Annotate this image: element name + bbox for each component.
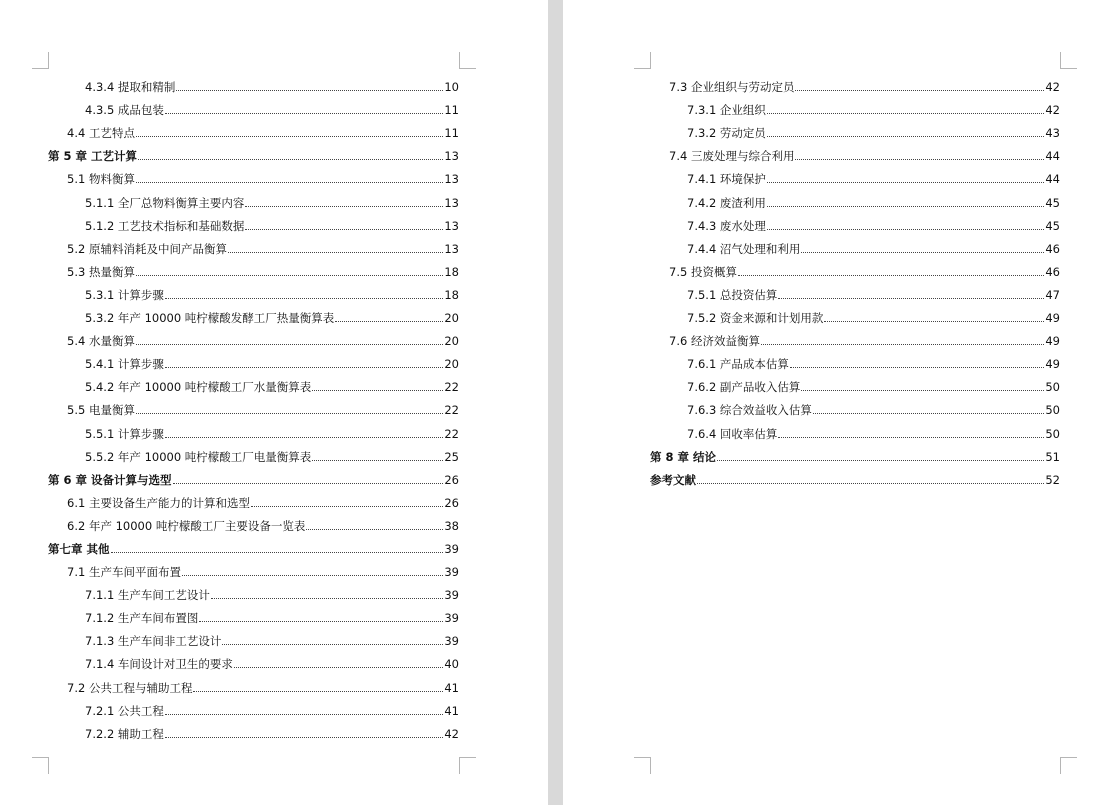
toc-entry-page-number: 13 xyxy=(444,241,459,256)
toc-entry-title: 第七章 其他 xyxy=(48,541,110,556)
toc-entry-page-number: 43 xyxy=(1045,126,1060,141)
toc-entry-page-number: 25 xyxy=(444,449,459,464)
toc-entry-page-number: 50 xyxy=(1045,403,1060,418)
crop-mark-top-right xyxy=(1060,52,1077,69)
dot-leader xyxy=(795,90,1044,91)
dot-leader xyxy=(738,275,1044,276)
toc-entry[interactable] xyxy=(48,371,459,394)
dot-leader xyxy=(165,437,443,438)
dot-leader xyxy=(767,229,1044,230)
dot-leader xyxy=(136,275,443,276)
toc-entry[interactable] xyxy=(48,441,459,464)
toc-entry-page-number: 39 xyxy=(444,541,459,556)
toc-entry[interactable] xyxy=(48,648,459,671)
toc-entry-page-number: 51 xyxy=(1045,449,1060,464)
toc-entry-page-number: 20 xyxy=(444,311,459,326)
toc-entry[interactable] xyxy=(48,210,459,233)
dot-leader xyxy=(801,252,1044,253)
toc-entry-title: 7.4.2 废渣利用 xyxy=(687,195,766,210)
toc-entry[interactable] xyxy=(48,464,459,487)
toc-entry[interactable] xyxy=(650,348,1060,371)
toc-entry-title: 5.4.1 计算步骤 xyxy=(85,357,164,372)
toc-entry-page-number: 38 xyxy=(444,518,459,533)
toc-entry-page-number: 39 xyxy=(444,634,459,649)
toc-entry[interactable] xyxy=(48,510,459,533)
toc-entry-page-number: 44 xyxy=(1045,172,1060,187)
toc-entry[interactable] xyxy=(650,302,1060,325)
toc-entry-page-number: 49 xyxy=(1045,334,1060,349)
dot-leader xyxy=(138,159,443,160)
toc-entry-page-number: 50 xyxy=(1045,380,1060,395)
toc-entry[interactable] xyxy=(650,256,1060,279)
page-gutter xyxy=(548,0,563,805)
toc-entry-title: 7.4.1 环境保护 xyxy=(687,172,766,187)
toc-entry[interactable] xyxy=(48,533,459,556)
toc-entry-page-number: 42 xyxy=(1045,80,1060,95)
toc-entry-title: 7.3.2 劳动定员 xyxy=(687,126,766,141)
dot-leader xyxy=(245,206,443,207)
toc-entry[interactable] xyxy=(48,117,459,140)
toc-entry-page-number: 26 xyxy=(444,495,459,510)
toc-entry-page-number: 41 xyxy=(444,703,459,718)
toc-entry-title: 5.5.1 计算步骤 xyxy=(85,426,164,441)
toc-entry-title: 7.6.3 综合效益收入估算 xyxy=(687,403,812,418)
dot-leader xyxy=(761,344,1044,345)
dot-leader xyxy=(136,136,443,137)
dot-leader xyxy=(312,460,443,461)
toc-entry-page-number: 22 xyxy=(444,426,459,441)
toc-entry[interactable] xyxy=(650,186,1060,209)
toc-entry-title: 第 8 章 结论 xyxy=(650,449,717,464)
toc-entry-title: 5.3 热量衡算 xyxy=(67,264,135,279)
toc-list-left xyxy=(48,71,459,741)
dot-leader xyxy=(778,298,1044,299)
toc-entry-title: 7.6.4 回收率估算 xyxy=(687,426,778,441)
toc-entry[interactable] xyxy=(48,256,459,279)
dot-leader xyxy=(176,90,443,91)
dot-leader xyxy=(136,182,443,183)
toc-entry-page-number: 50 xyxy=(1045,426,1060,441)
dot-leader xyxy=(182,575,443,576)
toc-entry-title: 6.2 年产 10000 吨柠檬酸工厂主要设备一览表 xyxy=(67,518,306,533)
toc-list-right xyxy=(650,71,1060,487)
toc-entry-title: 7.2 公共工程与辅助工程 xyxy=(67,680,193,695)
dot-leader xyxy=(111,552,444,553)
toc-entry-page-number: 11 xyxy=(444,103,459,118)
toc-entry[interactable] xyxy=(650,117,1060,140)
dot-leader xyxy=(165,367,443,368)
toc-entry[interactable] xyxy=(650,371,1060,394)
toc-entry[interactable] xyxy=(48,671,459,694)
crop-mark-bottom-left xyxy=(32,757,49,774)
toc-entry-title: 5.3.2 年产 10000 吨柠檬酸发酵工厂热量衡算表 xyxy=(85,311,335,326)
toc-entry[interactable] xyxy=(650,210,1060,233)
dot-leader xyxy=(767,206,1044,207)
toc-entry-page-number: 42 xyxy=(1045,103,1060,118)
toc-entry-title: 4.4 工艺特点 xyxy=(67,126,135,141)
dot-leader xyxy=(778,437,1044,438)
toc-entry-title: 4.3.4 提取和精制 xyxy=(85,80,176,95)
toc-entry-page-number: 49 xyxy=(1045,311,1060,326)
toc-entry-page-number: 20 xyxy=(444,334,459,349)
toc-entry-title: 5.4 水量衡算 xyxy=(67,334,135,349)
toc-entry[interactable] xyxy=(48,695,459,718)
document-page-right xyxy=(563,0,1112,805)
toc-entry-page-number: 26 xyxy=(444,472,459,487)
dot-leader xyxy=(335,321,443,322)
toc-entry-title: 7.3 企业组织与劳动定员 xyxy=(669,80,795,95)
toc-entry-page-number: 18 xyxy=(444,287,459,302)
crop-mark-bottom-left xyxy=(634,757,651,774)
dot-leader xyxy=(136,344,443,345)
toc-entry-title: 7.5 投资概算 xyxy=(669,264,737,279)
crop-mark-top-left xyxy=(634,52,651,69)
toc-entry-page-number: 39 xyxy=(444,588,459,603)
toc-entry-page-number: 22 xyxy=(444,403,459,418)
dot-leader xyxy=(813,413,1044,414)
dot-leader xyxy=(245,229,443,230)
dot-leader xyxy=(717,460,1044,461)
dot-leader xyxy=(211,598,443,599)
toc-entry[interactable] xyxy=(650,394,1060,417)
dot-leader xyxy=(790,367,1044,368)
toc-entry-title: 6.1 主要设备生产能力的计算和选型 xyxy=(67,495,250,510)
toc-entry[interactable] xyxy=(48,279,459,302)
toc-entry[interactable] xyxy=(650,140,1060,163)
toc-entry[interactable] xyxy=(48,348,459,371)
dot-leader xyxy=(136,413,443,414)
toc-entry[interactable] xyxy=(48,579,459,602)
dot-leader xyxy=(306,529,443,530)
dot-leader xyxy=(165,298,443,299)
dot-leader xyxy=(193,691,443,692)
toc-entry-page-number: 10 xyxy=(444,80,459,95)
toc-entry[interactable] xyxy=(650,441,1060,464)
toc-entry-title: 5.1.1 全厂总物料衡算主要内容 xyxy=(85,195,245,210)
toc-entry[interactable] xyxy=(48,718,459,741)
dot-leader xyxy=(234,667,443,668)
toc-entry-title: 7.6 经济效益衡算 xyxy=(669,334,760,349)
dot-leader xyxy=(251,506,443,507)
toc-entry[interactable] xyxy=(650,94,1060,117)
toc-entry-title: 第 5 章 工艺计算 xyxy=(48,149,138,164)
toc-entry-page-number: 39 xyxy=(444,611,459,626)
toc-entry-title: 7.4.4 沼气处理和利用 xyxy=(687,241,801,256)
toc-entry[interactable] xyxy=(650,417,1060,440)
toc-entry-title: 5.5 电量衡算 xyxy=(67,403,135,418)
crop-mark-bottom-right xyxy=(459,757,476,774)
toc-entry-page-number: 45 xyxy=(1045,218,1060,233)
toc-entry-title: 7.6.2 副产品收入估算 xyxy=(687,380,801,395)
toc-entry-page-number: 52 xyxy=(1045,472,1060,487)
toc-entry[interactable] xyxy=(650,233,1060,256)
toc-entry-title: 4.3.5 成品包装 xyxy=(85,103,164,118)
toc-entry-page-number: 47 xyxy=(1045,287,1060,302)
toc-entry-title: 7.4.3 废水处理 xyxy=(687,218,766,233)
toc-entry-page-number: 39 xyxy=(444,565,459,580)
toc-entry-page-number: 46 xyxy=(1045,241,1060,256)
toc-entry-title: 7.1.3 生产车间非工艺设计 xyxy=(85,634,222,649)
toc-entry-title: 7.5.1 总投资估算 xyxy=(687,287,778,302)
dot-leader xyxy=(697,483,1044,484)
toc-entry-page-number: 22 xyxy=(444,380,459,395)
dot-leader xyxy=(795,159,1044,160)
toc-entry[interactable] xyxy=(48,140,459,163)
toc-entry[interactable] xyxy=(650,464,1060,487)
toc-entry[interactable] xyxy=(48,394,459,417)
toc-entry-page-number: 20 xyxy=(444,357,459,372)
toc-entry[interactable] xyxy=(48,602,459,625)
toc-entry-page-number: 18 xyxy=(444,264,459,279)
crop-mark-bottom-right xyxy=(1060,757,1077,774)
dot-leader xyxy=(767,182,1044,183)
toc-entry[interactable] xyxy=(48,163,459,186)
toc-entry-title: 5.4.2 年产 10000 吨柠檬酸工厂水量衡算表 xyxy=(85,380,312,395)
toc-entry[interactable] xyxy=(650,163,1060,186)
toc-entry-page-number: 41 xyxy=(444,680,459,695)
toc-entry-page-number: 42 xyxy=(444,726,459,741)
dot-leader xyxy=(312,390,443,391)
toc-entry-page-number: 13 xyxy=(444,149,459,164)
toc-entry[interactable] xyxy=(48,186,459,209)
toc-entry-page-number: 13 xyxy=(444,218,459,233)
toc-entry-page-number: 13 xyxy=(444,195,459,210)
toc-entry-title: 5.3.1 计算步骤 xyxy=(85,287,164,302)
crop-mark-top-left xyxy=(32,52,49,69)
dot-leader xyxy=(173,483,444,484)
dot-leader xyxy=(165,737,443,738)
toc-entry-page-number: 45 xyxy=(1045,195,1060,210)
toc-entry-title: 5.5.2 年产 10000 吨柠檬酸工厂电量衡算表 xyxy=(85,449,312,464)
toc-entry-title: 7.2.1 公共工程 xyxy=(85,703,164,718)
dot-leader xyxy=(199,621,443,622)
toc-entry-title: 7.5.2 资金来源和计划用款 xyxy=(687,311,824,326)
toc-entry-page-number: 44 xyxy=(1045,149,1060,164)
toc-entry-title: 第 6 章 设备计算与选型 xyxy=(48,472,172,487)
toc-entry-page-number: 11 xyxy=(444,126,459,141)
toc-entry-title: 7.1.1 生产车间工艺设计 xyxy=(85,588,210,603)
document-page-left xyxy=(0,0,548,805)
toc-entry-title: 7.1.2 生产车间布置图 xyxy=(85,611,199,626)
crop-mark-top-right xyxy=(459,52,476,69)
toc-entry-page-number: 49 xyxy=(1045,357,1060,372)
toc-entry-page-number: 13 xyxy=(444,172,459,187)
toc-entry-title: 7.2.2 辅助工程 xyxy=(85,726,164,741)
toc-entry[interactable] xyxy=(48,487,459,510)
dot-leader xyxy=(222,644,443,645)
dot-leader xyxy=(801,390,1044,391)
dot-leader xyxy=(767,136,1044,137)
toc-entry[interactable] xyxy=(48,417,459,440)
dot-leader xyxy=(165,113,443,114)
toc-entry[interactable] xyxy=(48,233,459,256)
toc-entry[interactable] xyxy=(48,94,459,117)
toc-entry-title: 7.3.1 企业组织 xyxy=(687,103,766,118)
toc-entry[interactable] xyxy=(48,625,459,648)
toc-entry[interactable] xyxy=(650,71,1060,94)
toc-entry[interactable] xyxy=(48,325,459,348)
toc-entry-title: 7.1 生产车间平面布置 xyxy=(67,565,181,580)
toc-entry-title: 5.1 物料衡算 xyxy=(67,172,135,187)
toc-entry-page-number: 40 xyxy=(444,657,459,672)
toc-entry-title: 5.2 原辅料消耗及中间产品衡算 xyxy=(67,241,227,256)
toc-entry[interactable] xyxy=(650,325,1060,348)
toc-entry-title: 5.1.2 工艺技术指标和基础数据 xyxy=(85,218,245,233)
toc-entry-title: 7.6.1 产品成本估算 xyxy=(687,357,789,372)
dot-leader xyxy=(824,321,1044,322)
toc-entry[interactable] xyxy=(48,556,459,579)
dot-leader xyxy=(165,714,443,715)
dot-leader xyxy=(767,113,1044,114)
dot-leader xyxy=(228,252,443,253)
toc-entry-title: 7.1.4 车间设计对卫生的要求 xyxy=(85,657,233,672)
toc-entry[interactable] xyxy=(650,279,1060,302)
toc-entry[interactable] xyxy=(48,71,459,94)
toc-entry[interactable] xyxy=(48,302,459,325)
toc-entry-title: 7.4 三废处理与综合利用 xyxy=(669,149,795,164)
toc-entry-title: 参考文献 xyxy=(650,472,696,487)
toc-entry-page-number: 46 xyxy=(1045,264,1060,279)
